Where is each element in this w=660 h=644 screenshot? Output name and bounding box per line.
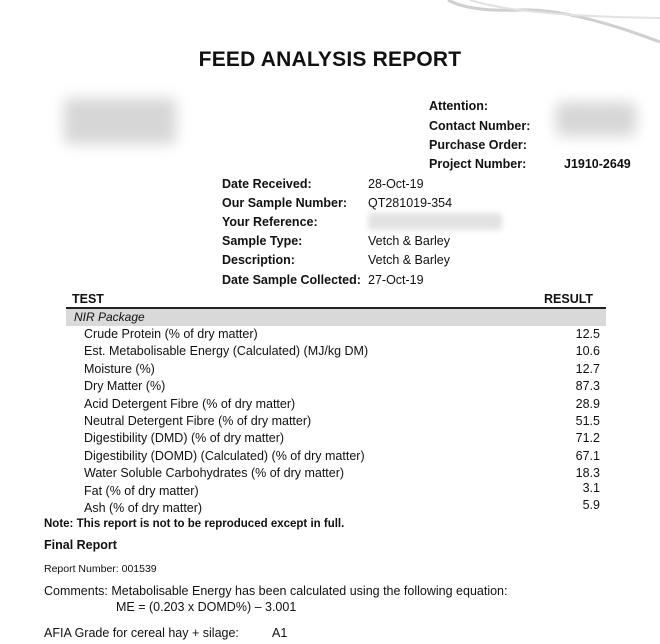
your-reference-label: Your Reference:: [222, 215, 318, 229]
description-label: Description:: [222, 253, 295, 267]
me-equation: ME = (0.203 x DOMD%) – 3.001: [116, 600, 297, 614]
table-row-test: Digestibility (DMD) (% of dry matter): [84, 431, 285, 446]
table-row-test: Moisture (%): [84, 361, 155, 376]
contact-number-label: Contact Number:: [429, 119, 531, 133]
attention-label: Attention:: [429, 99, 489, 113]
table-row-result: 87.3: [575, 379, 600, 394]
date-received-value: 28-Oct-19: [368, 177, 424, 191]
table-row-test: Ash (% of dry matter): [84, 501, 203, 515]
package-row: NIR Package: [66, 309, 606, 326]
reproduction-note: Note: This report is not to be reproduced except in full.: [44, 518, 345, 530]
table-row-result: 67.1: [575, 448, 600, 463]
table-row-test: Neutral Detergent Fibre (% of dry matter): [84, 414, 312, 428]
table-row-result: 12.7: [575, 361, 600, 376]
date-collected-label: Date Sample Collected:: [222, 273, 361, 287]
project-number-label: Project Number:: [429, 157, 527, 171]
date-received-label: Date Received:: [222, 177, 312, 191]
report-number: Report Number: 001539: [44, 563, 157, 575]
table-row-test: Dry Matter (%): [84, 379, 166, 394]
project-number-value: J1910-2649: [564, 157, 631, 171]
date-collected-value: 27-Oct-19: [368, 273, 424, 287]
table-row-result: 3.1: [582, 480, 600, 495]
table-row-test: Water Soluble Carbohydrates (% of dry matter): [84, 466, 345, 481]
redacted-contact: [556, 102, 636, 136]
report-title: FEED ANALYSIS REPORT: [198, 48, 462, 71]
table-row-result: 5.9: [582, 498, 600, 512]
table-row-result: 28.9: [575, 396, 600, 411]
table-row-test: Digestibility (DOMD) (Calculated) (% of dry matter): [84, 448, 365, 463]
result-column-header: RESULT: [544, 292, 594, 306]
table-row-result: 51.5: [575, 414, 600, 428]
final-report-label: Final Report: [44, 538, 117, 552]
sample-type-value: Vetch & Barley: [368, 234, 450, 248]
comments: Comments: Metabolisable Energy has been calculated using the following equation:: [44, 584, 508, 598]
table-row-result: 10.6: [575, 344, 600, 359]
table-row-test: Acid Detergent Fibre (% of dry matter): [84, 396, 296, 411]
afia-grade-value: A1: [272, 626, 288, 640]
table-row-test: Crude Protein (% of dry matter): [84, 327, 258, 341]
table-row-result: 12.5: [575, 327, 600, 341]
redacted-address: [64, 98, 176, 144]
sample-type-label: Sample Type:: [222, 234, 303, 248]
sample-number-value: QT281019-354: [368, 196, 453, 210]
sample-number-label: Our Sample Number:: [222, 196, 348, 210]
purchase-order-label: Purchase Order:: [429, 138, 527, 152]
table-row-result: 71.2: [575, 431, 600, 446]
table-row-test: Est. Metabolisable Energy (Calculated) (MJ/kg DM): [84, 344, 369, 359]
table-row-test: Fat (% of dry matter): [84, 483, 199, 498]
afia-grade-label: AFIA Grade for cereal hay + silage:: [44, 626, 239, 640]
description-value: Vetch & Barley: [368, 253, 450, 267]
test-column-header: TEST: [72, 292, 104, 306]
redacted-reference: [368, 213, 502, 230]
table-row-result: 18.3: [575, 466, 600, 481]
